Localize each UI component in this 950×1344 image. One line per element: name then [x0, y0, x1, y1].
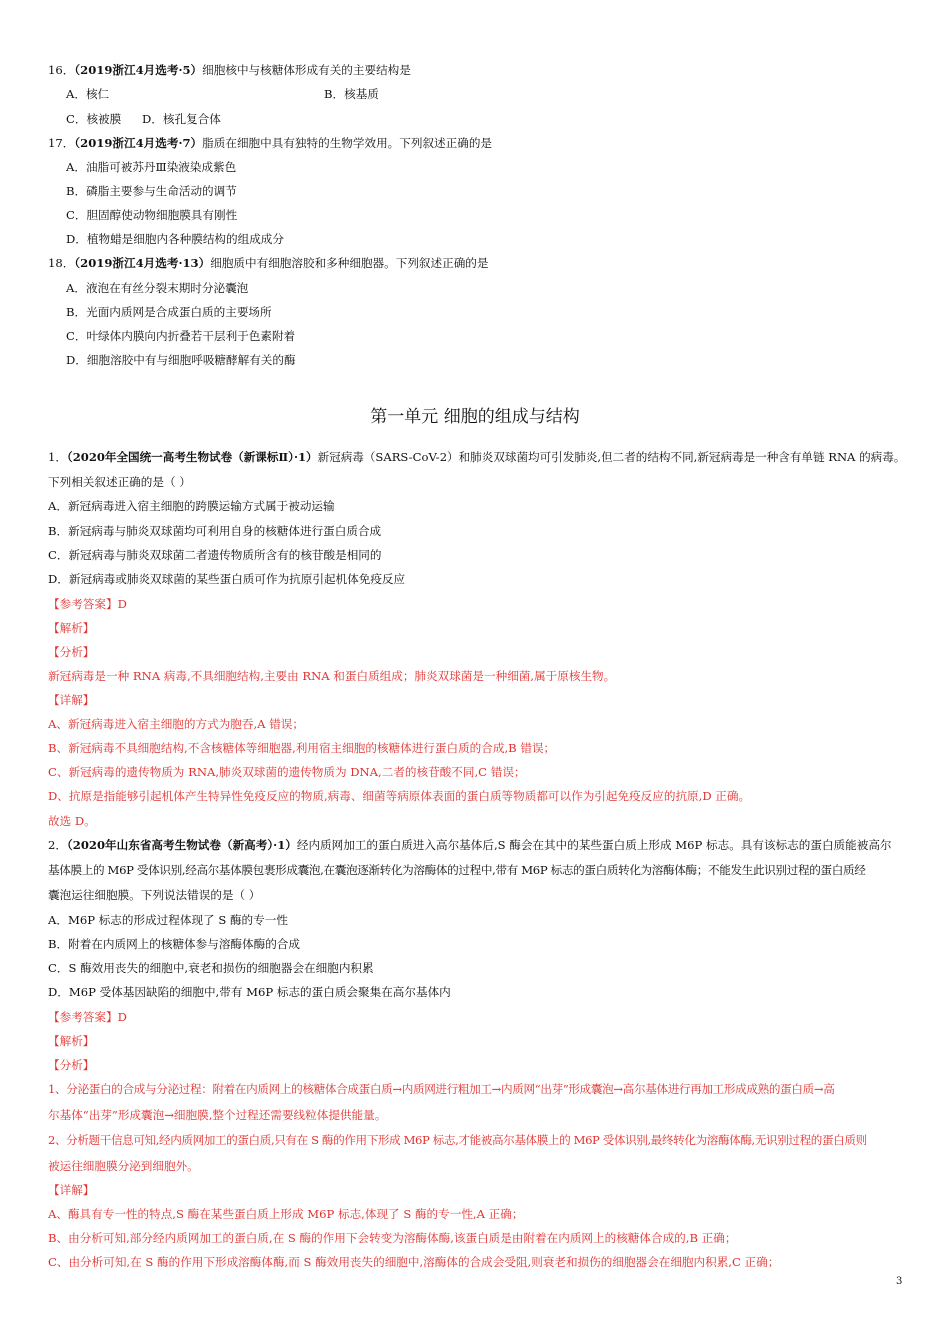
q16-option-d: D．核孔复合体 — [142, 112, 221, 126]
p1-text: 新冠病毒（SARS-CoV-2）和肺炎双球菌均可引发肺炎,但二者的结构不同,新冠病毒是一种含有单链 RNA 的病毒。 — [317, 450, 906, 464]
p2-option-b: B．附着在内质网上的核糖体参与溶酶体酶的合成 — [48, 937, 300, 951]
p2-jiexi-label: 【解析】 — [48, 1034, 95, 1048]
p2-option-d: D．M6P 受体基因缺陷的细胞中,带有 M6P 标志的蛋白质会聚集在高尔基体内 — [48, 985, 451, 999]
unit-title: 第一单元 细胞的组成与结构 — [370, 407, 580, 427]
page-number: 3 — [896, 1276, 903, 1287]
q17-option-a: A．油脂可被苏丹Ⅲ染液染成紫色 — [66, 160, 237, 174]
p1-fenxi-label: 【分析】 — [48, 645, 95, 659]
p2-stem-line1 — [48, 837, 892, 853]
p1-option-b: B．新冠病毒与肺炎双球菌均可利用自身的核糖体进行蛋白质合成 — [48, 524, 382, 538]
q18-number: 18． — [48, 256, 75, 270]
p1-fenxi-text: 新冠病毒是一种 RNA 病毒,不具细胞结构,主要由 RNA 和蛋白质组成；肺炎双球菌是一种细菌,属于原核生物。 — [48, 669, 616, 683]
q18-option-b: B．光面内质网是合成蛋白质的主要场所 — [66, 305, 272, 319]
p1-stem-line2: 下列相关叙述正确的是（ ） — [48, 475, 191, 489]
q18-stem — [48, 255, 489, 271]
q16-option-c: C．核被膜 — [66, 112, 122, 126]
p2-detail-c: C、由分析可知,在 S 酶的作用下形成溶酶体酶,而 S 酶效用丧失的细胞中,溶酶体的合成会受阻,则衰老和损伤的细胞器会在细胞内积累,C 正确； — [48, 1255, 780, 1269]
p1-answer: 【参考答案】D — [48, 597, 127, 611]
q18-option-a: A．液泡在有丝分裂末期时分泌囊泡 — [66, 281, 249, 295]
p2-source: （2020年山东省高考生物试卷（新高考）·1） — [66, 838, 297, 852]
p1-stem-line1 — [48, 449, 905, 465]
p2-detail-a: A、酶具有专一性的特点,S 酶在某些蛋白质上形成 M6P 标志,体现了 S 酶的专一性,A 正确； — [48, 1207, 524, 1221]
q17-option-d: D．植物蜡是细胞内各种膜结构的组成成分 — [66, 232, 284, 246]
q18-option-c: C．叶绿体内膜向内折叠若干层利于色素附着 — [66, 329, 296, 343]
p2-option-c: C．S 酶效用丧失的细胞中,衰老和损伤的细胞器会在细胞内积累 — [48, 961, 374, 975]
p2-xiangjie-label: 【详解】 — [48, 1183, 95, 1197]
q17-stem — [48, 135, 492, 151]
q18-option-d: D．细胞溶胶中有与细胞呼吸糖酵解有关的酶 — [66, 353, 296, 367]
p1-xiangjie-label: 【详解】 — [48, 693, 95, 707]
p1-number: 1． — [48, 450, 67, 464]
q17-source: （2019浙江4月选考·7） — [74, 136, 203, 150]
p1-option-d: D．新冠病毒或肺炎双球菌的某些蛋白质可作为抗原引起机体免疫反应 — [48, 572, 406, 586]
p1-option-a: A．新冠病毒进入宿主细胞的跨膜运输方式属于被动运输 — [48, 499, 335, 513]
p1-detail-d: D、抗原是指能够引起机体产生特异性免疫反应的物质,病毒、细菌等病原体表面的蛋白质等物质都可以作为引起免疫反应的抗原,D 正确。 — [48, 789, 751, 803]
p2-stem-line2: 基体膜上的 M6P 受体识别,经高尔基体膜包裹形成囊泡,在囊泡逐渐转化为溶酶体的过程中,带有 M6P 标志的蛋白质转化为溶酶体酶；不能发生此识别过程的蛋白质经 — [48, 863, 866, 877]
p2-text: 经内质网加工的蛋白质进入高尔基体后,S 酶会在其中的某些蛋白质上形成 M6P 标志。具有该标志的蛋白质能被高尔 — [296, 838, 892, 852]
p1-source: （2020年全国统一高考生物试卷（新课标Ⅱ）·1） — [66, 450, 318, 464]
p1-option-c: C．新冠病毒与肺炎双球菌二者遗传物质所含有的核苷酸是相同的 — [48, 548, 382, 562]
q16-option-a: A．核仁 — [66, 87, 110, 101]
q18-source: （2019浙江4月选考·13） — [74, 256, 211, 270]
q16-option-b: B．核基质 — [324, 87, 379, 101]
p2-answer: 【参考答案】D — [48, 1010, 127, 1024]
q17-option-b: B．磷脂主要参与生命活动的调节 — [66, 184, 237, 198]
p2-fenxi-1-line2: 尔基体“出芽”形成囊泡→细胞膜,整个过程还需要线粒体提供能量。 — [48, 1108, 387, 1122]
p2-number: 2． — [48, 838, 67, 852]
q16-number: 16． — [48, 63, 75, 77]
p2-fenxi-label: 【分析】 — [48, 1058, 95, 1072]
p2-option-a: A．M6P 标志的形成过程体现了 S 酶的专一性 — [48, 913, 288, 927]
q16-source: （2019浙江4月选考·5） — [74, 63, 203, 77]
p2-fenxi-2-line1: 2、分析题干信息可知,经内质网加工的蛋白质,只有在 S 酶的作用下形成 M6P 标志,才能被高尔基体膜上的 M6P 受体识别,最终转化为溶酶体酶,无识别过程的蛋白质则 — [48, 1133, 867, 1147]
q16-text: 细胞核中与核糖体形成有关的主要结构是 — [202, 63, 411, 77]
p1-detail-c: C、新冠病毒的遗传物质为 RNA,肺炎双球菌的遗传物质为 DNA,二者的核苷酸不同,C 错误； — [48, 765, 526, 779]
q17-number: 17． — [48, 136, 75, 150]
p1-detail-a: A、新冠病毒进入宿主细胞的方式为胞吞,A 错误； — [48, 717, 304, 731]
p1-detail-b: B、新冠病毒不具细胞结构,不含核糖体等细胞器,利用宿主细胞的核糖体进行蛋白质的合成,B 错误； — [48, 741, 556, 755]
p2-fenxi-2-line2: 被运往细胞膜分泌到细胞外。 — [48, 1159, 199, 1173]
p1-jiexi-label: 【解析】 — [48, 621, 95, 635]
p1-conclusion: 故选 D。 — [48, 814, 96, 828]
q17-text: 脂质在细胞中具有独特的生物学效用。下列叙述正确的是 — [202, 136, 493, 150]
q16-stem — [48, 62, 411, 78]
p2-fenxi-1-line1: 1、分泌蛋白的合成与分泌过程：附着在内质网上的核糖体合成蛋白质→内质网进行粗加工→内质网“出芽”形成囊泡→高尔基体进行再加工形成成熟的蛋白质→高 — [48, 1082, 835, 1096]
p2-detail-b: B、由分析可知,部分经内质网加工的蛋白质,在 S 酶的作用下会转变为溶酶体酶,该蛋白质是由附着在内质网上的核糖体合成的,B 正确； — [48, 1231, 737, 1245]
q18-text: 细胞质中有细胞溶胶和多种细胞器。下列叙述正确的是 — [210, 256, 489, 270]
q17-option-c: C．胆固醇使动物细胞膜具有刚性 — [66, 208, 238, 222]
p2-stem-line3: 囊泡运往细胞膜。下列说法错误的是（ ） — [48, 888, 261, 902]
